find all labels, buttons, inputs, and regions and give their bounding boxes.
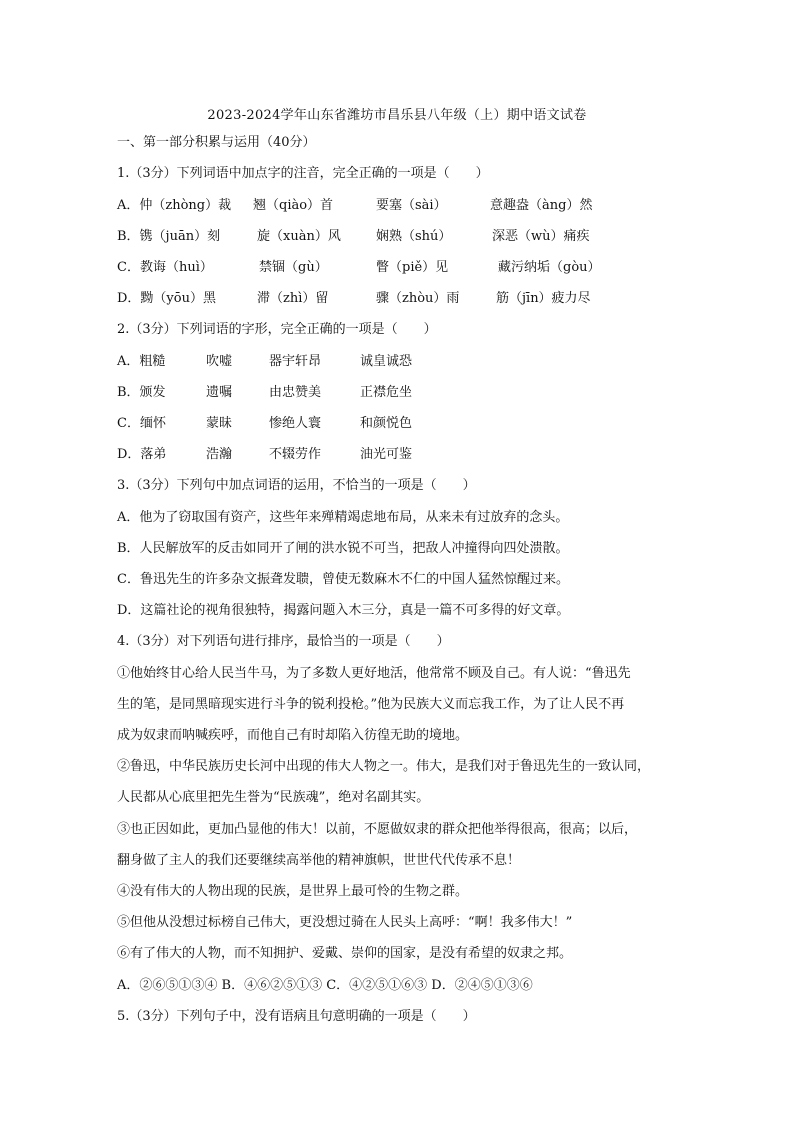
question-2-stem: 2.（3分）下列词语的字形，完全正确的一项是（ ）: [117, 322, 437, 337]
q4-sentence-line: ①他始终甘心给人民当牛马，为了多数人更好地活，他常常不顾及自己。有人说：“鲁迅先: [117, 666, 631, 681]
q1-option-d-2: 滞（zhì）留: [257, 291, 329, 306]
q1-option-d-3: 骤（zhòu）雨: [376, 291, 460, 306]
q2-option-c-2: 蒙昧: [206, 416, 233, 431]
q1-option-a-2: 翘（qiào）首: [253, 198, 334, 213]
q1-option-a-3: 要塞（sài）: [376, 198, 447, 213]
q3-option-c: C．鲁迅先生的许多杂文振聋发聩，曾使无数麻木不仁的中国人猛然惊醒过来。: [117, 572, 569, 587]
q2-option-d-1: D．落弟: [117, 447, 167, 462]
section-heading: 一、第一部分积累与运用（40分）: [117, 135, 316, 150]
q1-option-c-3: 瞥（piě）见: [376, 260, 449, 275]
q2-option-a-4: 诚皇诚恐: [360, 354, 413, 369]
q4-sentence-line: 生的笔，是同黑暗现实进行斗争的锐利投枪。”他为民族大义而忘我工作，为了让人民不再: [117, 697, 625, 712]
q2-option-c-3: 惨绝人寰: [269, 416, 322, 431]
q2-option-a-2: 吹嘘: [206, 354, 233, 369]
q3-option-a: A．他为了窃取国有资产，这些年来殚精竭虑地布局，从来未有过放弃的念头。: [117, 510, 569, 525]
q2-option-d-3: 不辍劳作: [269, 447, 322, 462]
page-title: 2023-2024学年山东省潍坊市昌乐县八年级（上）期中语文试卷: [207, 108, 587, 123]
q2-option-d-4: 油光可鉴: [360, 447, 413, 462]
q2-option-b-1: B．颁发: [117, 385, 166, 400]
q1-option-b-3: 娴熟（shú）: [376, 229, 452, 244]
q3-option-b: B．人民解放军的反击如同开了闸的洪水锐不可当，把敌人冲撞得向四处溃散。: [117, 541, 569, 556]
question-4-stem: 4.（3分）对下列语句进行排序，最恰当的一项是（ ）: [117, 634, 450, 649]
q2-option-b-2: 遗嘱: [206, 385, 233, 400]
q3-option-d: D．这篇社论的视角很独特，揭露问题入木三分，真是一篇不可多得的好文章。: [117, 603, 570, 618]
q2-option-c-4: 和颜悦色: [360, 416, 413, 431]
q4-sentence-line: 翻身做了主人的我们还要继续高举他的精神旗帜，世世代代传承不息！: [117, 853, 521, 868]
q1-option-c-4: 藏污纳垢（gòu）: [498, 260, 601, 275]
q4-sentence-line: 人民都从心底里把先生誉为“民族魂”，绝对名副其实。: [117, 790, 430, 805]
q1-option-c-1: C．教诲（huì）: [117, 260, 213, 275]
q4-sentence-line: ④没有伟大的人物出现的民族，是世界上最可怜的生物之群。: [117, 884, 469, 899]
q4-sentence-line: ⑥有了伟大的人物，而不知拥护、爱戴、崇仰的国家，是没有希望的奴隶之邦。: [117, 946, 573, 961]
q1-option-b-2: 旋（xuàn）风: [257, 229, 341, 244]
q4-sentence-line: 成为奴隶而呐喊疾呼，而他自己有时却陷入彷徨无助的境地。: [117, 728, 469, 743]
question-3-stem: 3.（3分）下列句中加点词语的运用，不恰当的一项是（ ）: [117, 478, 476, 493]
q1-option-d-1: D．黝（yōu）黑: [117, 291, 216, 306]
q4-answer-options: A．②⑥⑤①③④ B．④⑥②⑤①③ C．④②⑤①⑥③ D．②④⑤①③⑥: [117, 978, 533, 993]
question-1-stem: 1.（3分）下列词语中加点字的注音，完全正确的一项是（ ）: [117, 166, 489, 181]
q1-option-a-4: 意趣盎（àng）然: [490, 198, 593, 213]
q1-option-d-4: 筋（jīn）疲力尽: [496, 291, 591, 306]
q4-sentence-line: ③也正因如此，更加凸显他的伟大！以前，不愿做奴隶的群众把他举得很高，很高；以后，: [117, 822, 638, 837]
q2-option-a-1: A．粗糙: [117, 354, 166, 369]
q2-option-d-2: 浩瀚: [206, 447, 233, 462]
question-5-stem: 5.（3分）下列句子中，没有语病且句意明确的一项是（ ）: [117, 1009, 476, 1024]
q2-option-b-3: 由忠赞美: [269, 385, 322, 400]
q2-option-a-3: 器宇轩昂: [269, 354, 322, 369]
q4-sentence-line: ②鲁迅，中华民族历史长河中出现的伟大人物之一。伟大，是我们对于鲁迅先生的一致认同，: [117, 759, 651, 774]
q4-sentence-line: ⑤但他从没想过标榜自己伟大，更没想过骑在人民头上高呼：“啊！我多伟大！”: [117, 915, 573, 930]
q1-option-c-2: 禁锢（gù）: [259, 260, 328, 275]
q2-option-c-1: C．缅怀: [117, 416, 166, 431]
q1-option-b-4: 深恶（wù）痛疾: [492, 229, 590, 244]
q1-option-b-1: B．镌（juān）刻: [117, 229, 221, 244]
q2-option-b-4: 正襟危坐: [360, 385, 413, 400]
q1-option-a-1: A．仲（zhòng）裁: [117, 198, 232, 213]
